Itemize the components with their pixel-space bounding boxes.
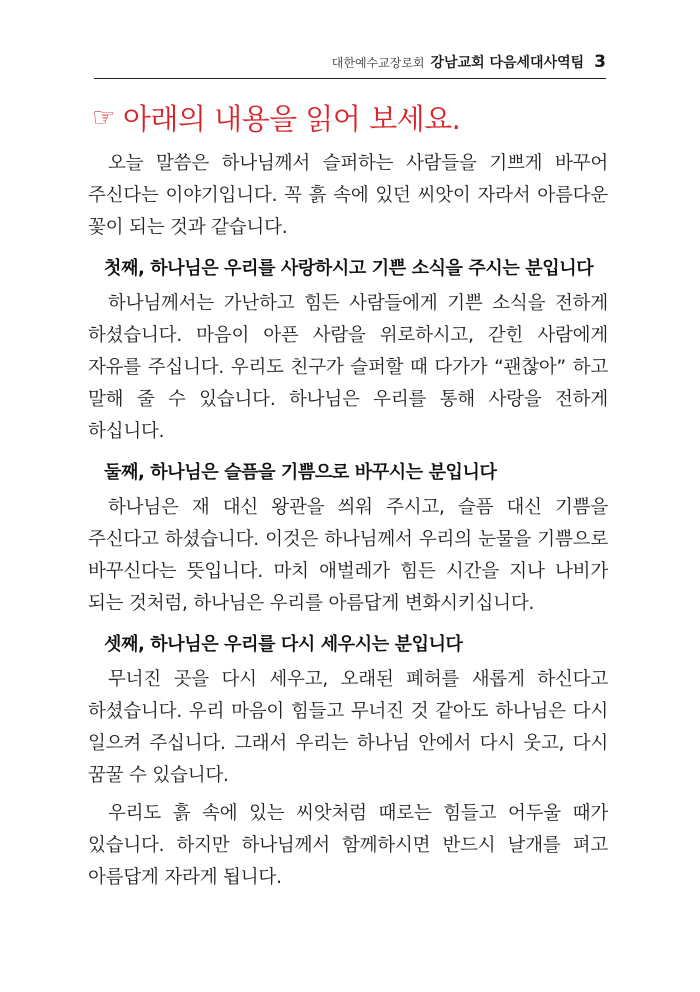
pointing-hand-icon: ☞ <box>92 102 115 133</box>
section-heading-1: 첫째, 하나님은 우리를 사랑하시고 기쁜 소식을 주시는 분입니다 <box>104 258 594 279</box>
section-heading-2: 둘째, 하나님은 슬픔을 기쁨으로 바꾸시는 분입니다 <box>104 462 497 483</box>
content <box>88 148 608 900</box>
section-body-2: 하나님은 재 대신 왕관을 씌워 주시고, 슬픔 대신 기쁨을 주신다고 하셨습니다. 이것은 하나님께서 우리의 눈물을 기쁨으로 바꾸신다는 뜻입니다. 마치 애벌레가 힘든 시간을 지나 나비가 되는 것처럼, 하나님은 우리를 아름답게 변화시키십니다. <box>88 497 608 614</box>
closing-paragraph: 우리도 흙 속에 있는 씨앗처럼 때로는 힘들고 어두울 때가 있습니다. 하지만 하나님께서 함께하시면 반드시 날개를 펴고 아름답게 자라게 됩니다. <box>88 803 608 888</box>
header-church: 강남교회 다음세대사역팀 <box>430 55 585 71</box>
section-body-3: 무너진 곳을 다시 세우고, 오래된 폐허를 새롭게 하신다고 하셨습니다. 우리 마음이 힘들고 무너진 것 같아도 하나님은 다시 일으켜 주십니다. 그래서 우리는 하나님 안에서 다시 웃고, 다시 꿈꿀 수 있습니다. <box>88 669 608 786</box>
intro-paragraph: 오늘 말씀은 하나님께서 슬퍼하는 사람들을 기쁘게 바꾸어 주신다는 이야기입니다. 꼭 흙 속에 있던 씨앗이 자라서 아름다운 꽃이 되는 것과 같습니다. <box>88 153 608 238</box>
header-rule <box>94 78 606 79</box>
section-title <box>92 97 460 138</box>
page-header <box>332 52 606 72</box>
page-number: 3 <box>594 52 606 72</box>
section-body-1: 하나님께서는 가난하고 힘든 사람들에게 기쁜 소식을 전하게 하셨습니다. 마음이 아픈 사람을 위로하시고, 갇힌 사람에게 자유를 주십니다. 우리도 친구가 슬퍼할 때 다가가 “괜찮아” 하고 말해 줄 수 있습니다. 하나님은 우리를 통해 사랑을 전하게 하십니다. <box>88 293 608 442</box>
section-heading-3: 셋째, 하나님은 우리를 다시 세우시는 분입니다 <box>104 634 463 655</box>
title-text: 아래의 내용을 읽어 보세요. <box>122 102 461 136</box>
header-org: 대한예수교장로회 <box>331 56 425 70</box>
